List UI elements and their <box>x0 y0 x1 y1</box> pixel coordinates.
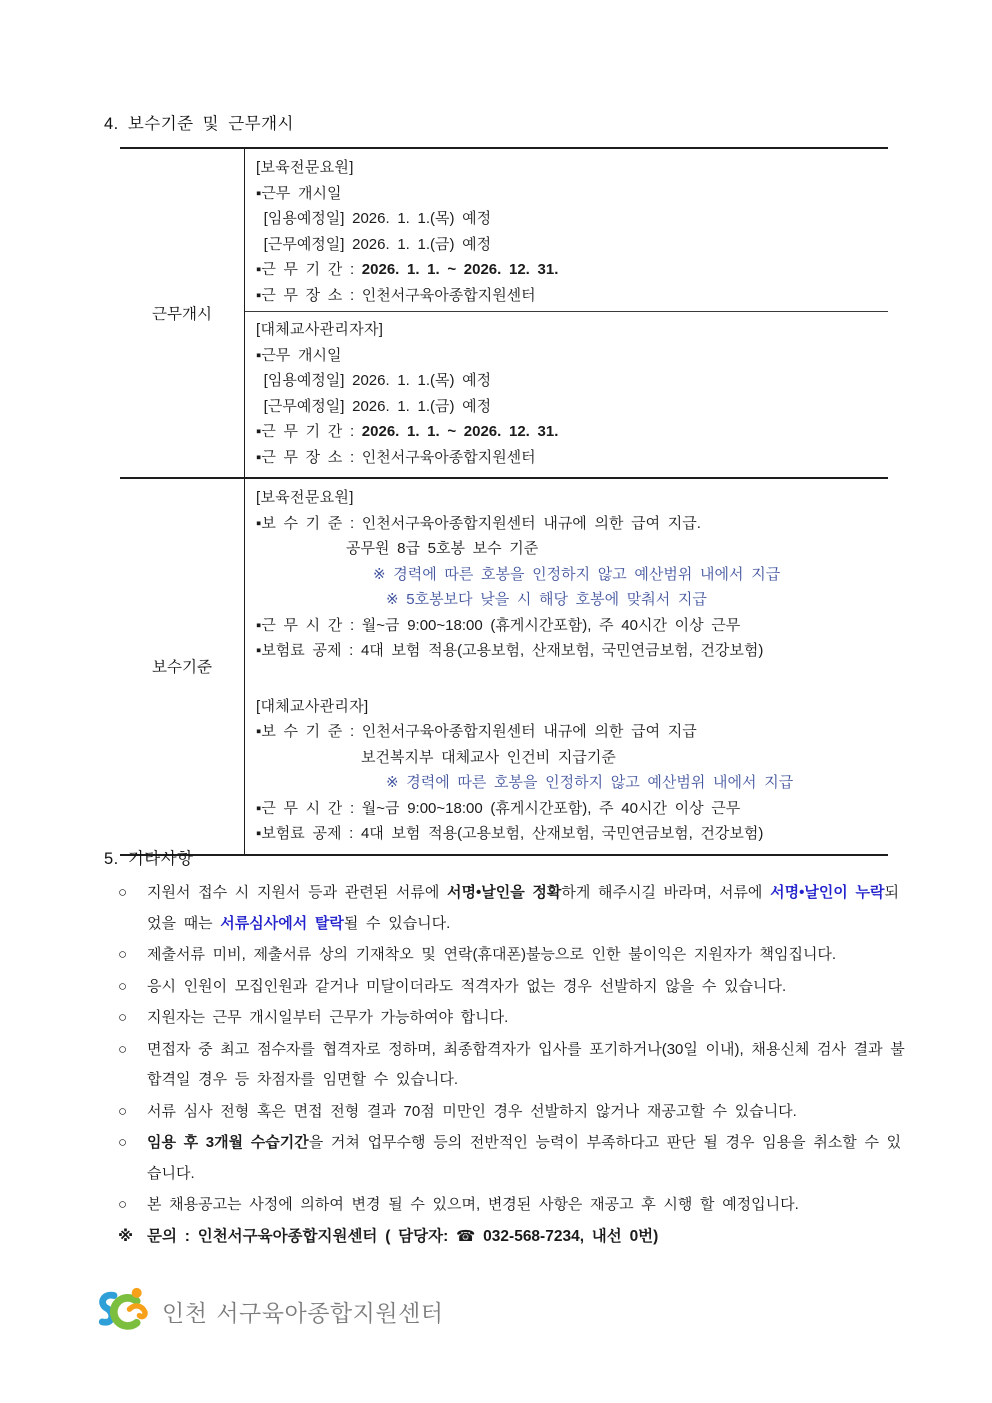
text-segment: 제출서류 미비, 제출서류 상의 기재착오 및 연락(휴대폰)불능으로 인한 불이익은 지원자가 책임집니다. <box>147 946 837 963</box>
inquiry-bullet: ※ <box>118 1227 134 1245</box>
text-segment: [근무예정일] 2026. 1. 1.(금) 예정 <box>256 235 492 253</box>
list-item <box>118 1003 906 1034</box>
table-line <box>256 511 888 537</box>
table-line <box>256 562 888 588</box>
text-segment: 서명•날인을 정확 <box>447 884 562 901</box>
list-item <box>118 1190 906 1221</box>
text-segment: ▪보 수 기 준 : 인천서구육아종합지원센터 내규에 의한 급여 지급. <box>256 514 701 532</box>
table-line <box>256 343 888 369</box>
footer <box>95 1283 444 1339</box>
text-segment: 2026. 1. 1. ~ 2026. 12. 31. <box>361 261 559 278</box>
list-item-text <box>147 878 906 939</box>
list-item-text <box>147 940 906 971</box>
list-bullet: ○ <box>118 1009 128 1026</box>
table-block <box>245 483 888 667</box>
text-segment: 지원서 접수 시 지원서 등과 관련된 서류에 <box>147 884 448 901</box>
list-item <box>118 1128 906 1189</box>
list-item-text <box>147 1190 906 1221</box>
table-line <box>256 445 888 471</box>
text-segment: ※ 경력에 따른 호봉을 인정하지 않고 예산범위 내에서 지급 <box>373 565 781 583</box>
table-block <box>245 311 888 473</box>
text-segment: ▪보험료 공제 : 4대 보험 적용(고용보험, 산재보험, 국민연금보험, 건강보험) <box>256 642 764 659</box>
text-segment: 임용 후 3개월 수습기간 <box>147 1134 309 1151</box>
table-row-header: 보수기준 <box>152 659 212 677</box>
table-line <box>256 613 888 639</box>
table-line <box>256 368 888 394</box>
list-item <box>118 1097 906 1128</box>
table-row-content <box>244 479 888 854</box>
text-segment: 하게 해주시길 바라며, 서류에 <box>561 884 771 901</box>
text-segment: ▪근 무 기 간 : <box>256 423 362 440</box>
text-segment: 지원자는 근무 개시일부터 근무가 가능하여야 합니다. <box>147 1009 509 1026</box>
text-segment: ▪근 무 시 간 : 월~금 9:00~18:00 (휴게시간포함), 주 40시간 이상 근무 <box>256 616 741 634</box>
text-segment: 본 채용공고는 사정에 의하여 변경 될 수 있으며, 변경된 사항은 재공고 후 시행 할 예정입니다. <box>147 1196 799 1213</box>
table-line <box>256 796 888 822</box>
table-row-header: 근무개시 <box>152 306 212 323</box>
center-logo-text: 인천 서구육아종합지원센터 <box>162 1299 444 1326</box>
table-line <box>256 821 888 847</box>
text-segment: ※ 경력에 따른 호봉을 인정하지 않고 예산범위 내에서 지급 <box>386 774 794 791</box>
text-segment: 응시 인원이 모집인원과 같거나 미달이더라도 적격자가 없는 경우 선발하지 않을 수 있습니다. <box>147 977 787 995</box>
text-segment: 을 거쳐 업무수행 등의 전반적인 능력이 부족하다고 판단 될 경우 임용을 취소할 수 있습니다. <box>147 1134 902 1182</box>
list-bullet: ○ <box>118 1196 128 1213</box>
text-segment: [임용예정일] 2026. 1. 1.(목) 예정 <box>256 372 492 389</box>
table-line <box>256 257 888 283</box>
list-bullet: ○ <box>118 1134 128 1151</box>
list-item-text <box>147 1128 906 1189</box>
list-item <box>118 972 906 1003</box>
text-segment: ▪근 무 기 간 : <box>256 261 362 278</box>
list-item-text <box>147 1003 906 1034</box>
table-block-title: [보육전문요원] <box>256 489 354 506</box>
table-row <box>120 149 888 477</box>
inquiry-line <box>118 1222 906 1253</box>
text-segment: [근무예정일] 2026. 1. 1.(금) 예정 <box>256 397 492 415</box>
table-line <box>256 536 888 562</box>
text-segment: ▪보 수 기 준 : 인천서구육아종합지원센터 내규에 의한 급여 지급 <box>256 723 697 740</box>
text-segment: 서류심사에서 탈락 <box>220 914 344 932</box>
list-item-text <box>147 1097 906 1128</box>
table-row-content <box>244 149 888 477</box>
list-bullet: ○ <box>118 977 128 995</box>
text-segment: 서명•날인이 누락 <box>770 884 885 901</box>
table-block <box>245 692 888 850</box>
list-bullet: ○ <box>118 1102 128 1120</box>
list-item-text <box>147 972 906 1003</box>
list-item <box>118 878 906 939</box>
pay-and-start-table <box>120 147 888 856</box>
table-line <box>256 283 888 309</box>
text-segment: 2026. 1. 1. ~ 2026. 12. 31. <box>361 423 559 440</box>
table-line <box>256 419 888 445</box>
table-line <box>256 394 888 420</box>
text-segment: 될 수 있습니다. <box>343 914 451 932</box>
list-item-text <box>147 1035 906 1096</box>
section5-title: 5. 기타사항 <box>104 850 194 868</box>
text-segment: ※ 5호봉보다 낮을 시 해당 호봉에 맞춰서 지급 <box>386 591 707 608</box>
table-block-title: [대체교사관리자] <box>256 697 369 715</box>
table-line <box>256 206 888 232</box>
list-item <box>118 1035 906 1096</box>
text-segment: 공무원 8급 5호봉 보수 기준 <box>346 540 539 557</box>
table-block <box>245 153 888 311</box>
inquiry-text: 문의 : 인천서구육아종합지원센터 ( 담당자: ☎ 032-568-7234, 내선 0번) <box>147 1227 659 1245</box>
text-segment: ▪근 무 시 간 : 월~금 9:00~18:00 (휴게시간포함), 주 40시간 이상 근무 <box>256 799 741 817</box>
list-bullet: ○ <box>118 1040 128 1058</box>
text-segment: 보건복지부 대체교사 인건비 지급기준 <box>361 748 616 766</box>
table-line <box>256 232 888 258</box>
table-line <box>256 745 888 771</box>
text-segment: 되었을 때는 <box>147 884 899 932</box>
other-notes-list <box>118 878 906 1253</box>
text-segment: ▪근 무 장 소 : 인천서구육아종합지원센터 <box>256 286 536 304</box>
list-bullet: ○ <box>118 946 128 963</box>
table-block-title: [보육전문요원] <box>256 159 354 176</box>
list-bullet: ○ <box>118 884 128 901</box>
table-block-title: [대체교사관리자자] <box>256 321 384 338</box>
section4-title: 4. 보수기준 및 근무개시 <box>104 115 294 133</box>
table-line <box>256 181 888 207</box>
table-line <box>256 770 888 796</box>
text-segment: ▪근 무 장 소 : 인천서구육아종합지원센터 <box>256 448 536 466</box>
text-segment: [임용예정일] 2026. 1. 1.(목) 예정 <box>256 210 492 227</box>
text-segment: ▪보험료 공제 : 4대 보험 적용(고용보험, 산재보험, 국민연금보험, 건강보험) <box>256 825 764 842</box>
text-segment: 면접자 중 최고 점수자를 협격자로 정하며, 최종합격자가 입사를 포기하거나(30일 이내), 채용신체 검사 결과 불합격일 경우 등 차점자를 임면할 수 있습니다. <box>147 1040 905 1088</box>
table-line <box>256 638 888 664</box>
text-segment: ▪근무 개시일 <box>256 184 342 202</box>
list-item <box>118 940 906 971</box>
text-segment: 서류 심사 전형 혹은 면접 전형 결과 70점 미만인 경우 선발하지 않거나 재공고할 수 있습니다. <box>147 1102 797 1120</box>
table-line <box>256 719 888 745</box>
text-segment: ▪근무 개시일 <box>256 346 342 364</box>
table-line <box>256 587 888 613</box>
center-logo-icon <box>95 1283 153 1339</box>
table-row <box>120 477 888 854</box>
